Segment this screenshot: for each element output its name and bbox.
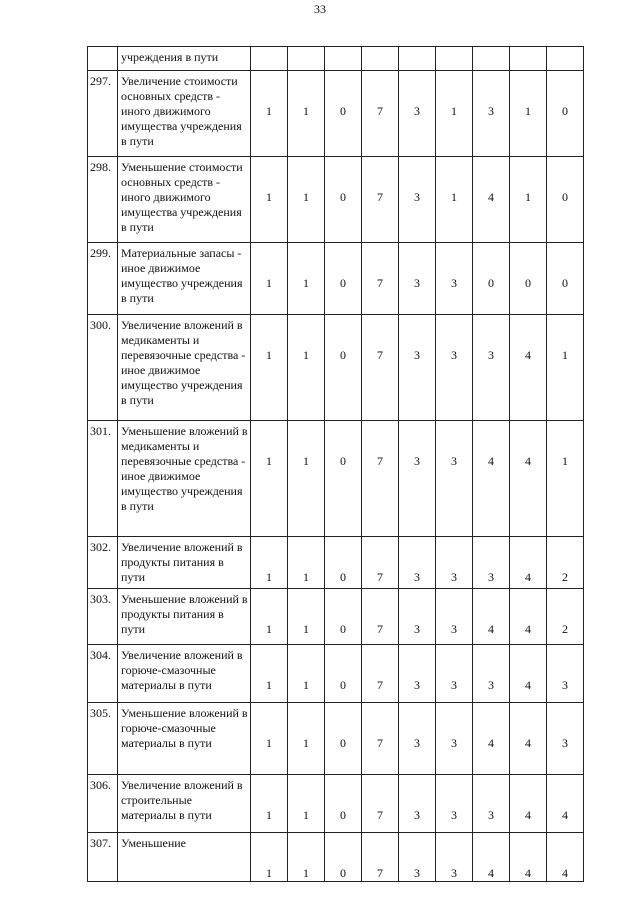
code-cell: 1: [510, 71, 547, 157]
code-cell: 0: [325, 157, 362, 243]
code-cell: 0: [325, 833, 362, 882]
code-cell: 0: [325, 243, 362, 315]
code-cell: 4: [510, 775, 547, 833]
table-row: [88, 71, 584, 157]
code-cell: 3: [436, 315, 473, 421]
code-cell: 4: [547, 775, 584, 833]
code-cell: 3: [399, 315, 436, 421]
code-cell: 4: [510, 421, 547, 537]
code-cell: [399, 47, 436, 71]
table-row: [88, 537, 584, 589]
code-cell: [436, 47, 473, 71]
code-cell: 0: [325, 421, 362, 537]
code-cell: 1: [251, 775, 288, 833]
row-number: 297.: [88, 71, 118, 157]
row-number: 305.: [88, 703, 118, 775]
code-cell: 3: [436, 775, 473, 833]
row-name: Увеличение вложений в медикаменты и перевязочные средства - иное движимое имущество учреждения в пути: [118, 315, 251, 421]
code-cell: 3: [436, 421, 473, 537]
table-row: [88, 589, 584, 645]
code-cell: 3: [473, 775, 510, 833]
code-cell: 7: [362, 833, 399, 882]
code-cell: 1: [288, 589, 325, 645]
code-cell: 4: [473, 703, 510, 775]
code-cell: 3: [399, 589, 436, 645]
code-cell: 4: [473, 157, 510, 243]
code-cell: 1: [547, 421, 584, 537]
table-row: [88, 421, 584, 537]
code-cell: 1: [510, 157, 547, 243]
code-cell: 0: [547, 71, 584, 157]
code-cell: 7: [362, 703, 399, 775]
row-name: учреждения в пути: [118, 47, 251, 71]
code-cell: 2: [547, 537, 584, 589]
code-cell: 1: [547, 315, 584, 421]
row-number: 303.: [88, 589, 118, 645]
table-row: [88, 703, 584, 775]
code-cell: 3: [399, 775, 436, 833]
code-cell: 1: [288, 537, 325, 589]
table-row-continuation: [88, 47, 584, 71]
code-cell: 7: [362, 157, 399, 243]
code-cell: [288, 47, 325, 71]
code-cell: 3: [473, 537, 510, 589]
row-number: 306.: [88, 775, 118, 833]
code-cell: 1: [436, 157, 473, 243]
row-number: 298.: [88, 157, 118, 243]
row-number: 301.: [88, 421, 118, 537]
code-cell: 3: [399, 421, 436, 537]
code-cell: 1: [251, 71, 288, 157]
code-cell: 1: [251, 645, 288, 703]
code-cell: 1: [251, 157, 288, 243]
code-cell: 7: [362, 243, 399, 315]
code-cell: 1: [288, 703, 325, 775]
code-cell: 7: [362, 315, 399, 421]
code-cell: [251, 47, 288, 71]
code-cell: 0: [325, 71, 362, 157]
code-cell: 3: [436, 537, 473, 589]
code-cell: 7: [362, 589, 399, 645]
code-cell: 3: [399, 645, 436, 703]
code-cell: [547, 47, 584, 71]
code-cell: 3: [399, 537, 436, 589]
code-cell: 0: [325, 645, 362, 703]
accounts-table: [87, 46, 584, 882]
code-cell: 0: [510, 243, 547, 315]
code-cell: 2: [547, 589, 584, 645]
table-row: [88, 243, 584, 315]
row-number: [88, 47, 118, 71]
code-cell: [362, 47, 399, 71]
code-cell: 1: [436, 71, 473, 157]
table-row: [88, 775, 584, 833]
code-cell: 7: [362, 775, 399, 833]
table-row: [88, 645, 584, 703]
code-cell: 1: [251, 537, 288, 589]
row-name: Уменьшение вложений в продукты питания в пути: [118, 589, 251, 645]
code-cell: 3: [436, 645, 473, 703]
code-cell: 4: [510, 537, 547, 589]
code-cell: 1: [251, 833, 288, 882]
code-cell: 7: [362, 71, 399, 157]
code-cell: 4: [547, 833, 584, 882]
table-row: [88, 833, 584, 882]
code-cell: 3: [436, 703, 473, 775]
row-number: 302.: [88, 537, 118, 589]
row-name: Увеличение вложений в горюче-смазочные материалы в пути: [118, 645, 251, 703]
code-cell: 0: [473, 243, 510, 315]
code-cell: 0: [325, 537, 362, 589]
code-cell: [473, 47, 510, 71]
row-name: Уменьшение: [118, 833, 251, 882]
code-cell: 0: [547, 157, 584, 243]
code-cell: 3: [547, 645, 584, 703]
code-cell: 1: [251, 589, 288, 645]
code-cell: 1: [288, 775, 325, 833]
code-cell: 3: [473, 645, 510, 703]
code-cell: 0: [547, 243, 584, 315]
row-name: Уменьшение стоимости основных средств - иного движимого имущества учреждения в пути: [118, 157, 251, 243]
row-name: Материальные запасы - иное движимое имущество учреждения в пути: [118, 243, 251, 315]
row-name: Увеличение стоимости основных средств - иного движимого имущества учреждения в пути: [118, 71, 251, 157]
code-cell: 0: [325, 703, 362, 775]
code-cell: 1: [251, 243, 288, 315]
code-cell: 7: [362, 537, 399, 589]
code-cell: 1: [288, 243, 325, 315]
code-cell: 3: [399, 243, 436, 315]
code-cell: 3: [399, 703, 436, 775]
code-cell: 3: [399, 157, 436, 243]
code-cell: 4: [510, 315, 547, 421]
code-cell: 0: [325, 315, 362, 421]
row-number: 299.: [88, 243, 118, 315]
code-cell: 1: [288, 833, 325, 882]
code-cell: 4: [510, 645, 547, 703]
code-cell: 1: [251, 315, 288, 421]
accounts-table-body: [88, 47, 584, 882]
code-cell: 4: [473, 833, 510, 882]
code-cell: 0: [325, 589, 362, 645]
code-cell: 1: [288, 157, 325, 243]
table-row: [88, 315, 584, 421]
code-cell: 4: [473, 589, 510, 645]
code-cell: 1: [288, 421, 325, 537]
row-name: Уменьшение вложений в медикаменты и перевязочные средства - иное движимое имущество учреждения в пути: [118, 421, 251, 537]
code-cell: 3: [436, 833, 473, 882]
code-cell: 4: [510, 833, 547, 882]
code-cell: 1: [288, 315, 325, 421]
code-cell: 1: [251, 703, 288, 775]
code-cell: 3: [436, 243, 473, 315]
row-number: 304.: [88, 645, 118, 703]
code-cell: 1: [288, 71, 325, 157]
row-number: 307.: [88, 833, 118, 882]
row-name: Увеличение вложений в продукты питания в пути: [118, 537, 251, 589]
code-cell: 1: [251, 421, 288, 537]
row-name: Увеличение вложений в строительные материалы в пути: [118, 775, 251, 833]
code-cell: 4: [510, 703, 547, 775]
code-cell: 3: [473, 315, 510, 421]
code-cell: 4: [510, 589, 547, 645]
code-cell: 3: [473, 71, 510, 157]
code-cell: 0: [325, 775, 362, 833]
row-number: 300.: [88, 315, 118, 421]
code-cell: 3: [399, 71, 436, 157]
row-name: Уменьшение вложений в горюче-смазочные материалы в пути: [118, 703, 251, 775]
code-cell: 7: [362, 645, 399, 703]
code-cell: [325, 47, 362, 71]
code-cell: 3: [399, 833, 436, 882]
code-cell: 1: [288, 645, 325, 703]
table-row: [88, 157, 584, 243]
code-cell: [510, 47, 547, 71]
page-number: 33: [314, 2, 326, 16]
code-cell: 4: [473, 421, 510, 537]
code-cell: 3: [436, 589, 473, 645]
code-cell: 3: [547, 703, 584, 775]
code-cell: 7: [362, 421, 399, 537]
